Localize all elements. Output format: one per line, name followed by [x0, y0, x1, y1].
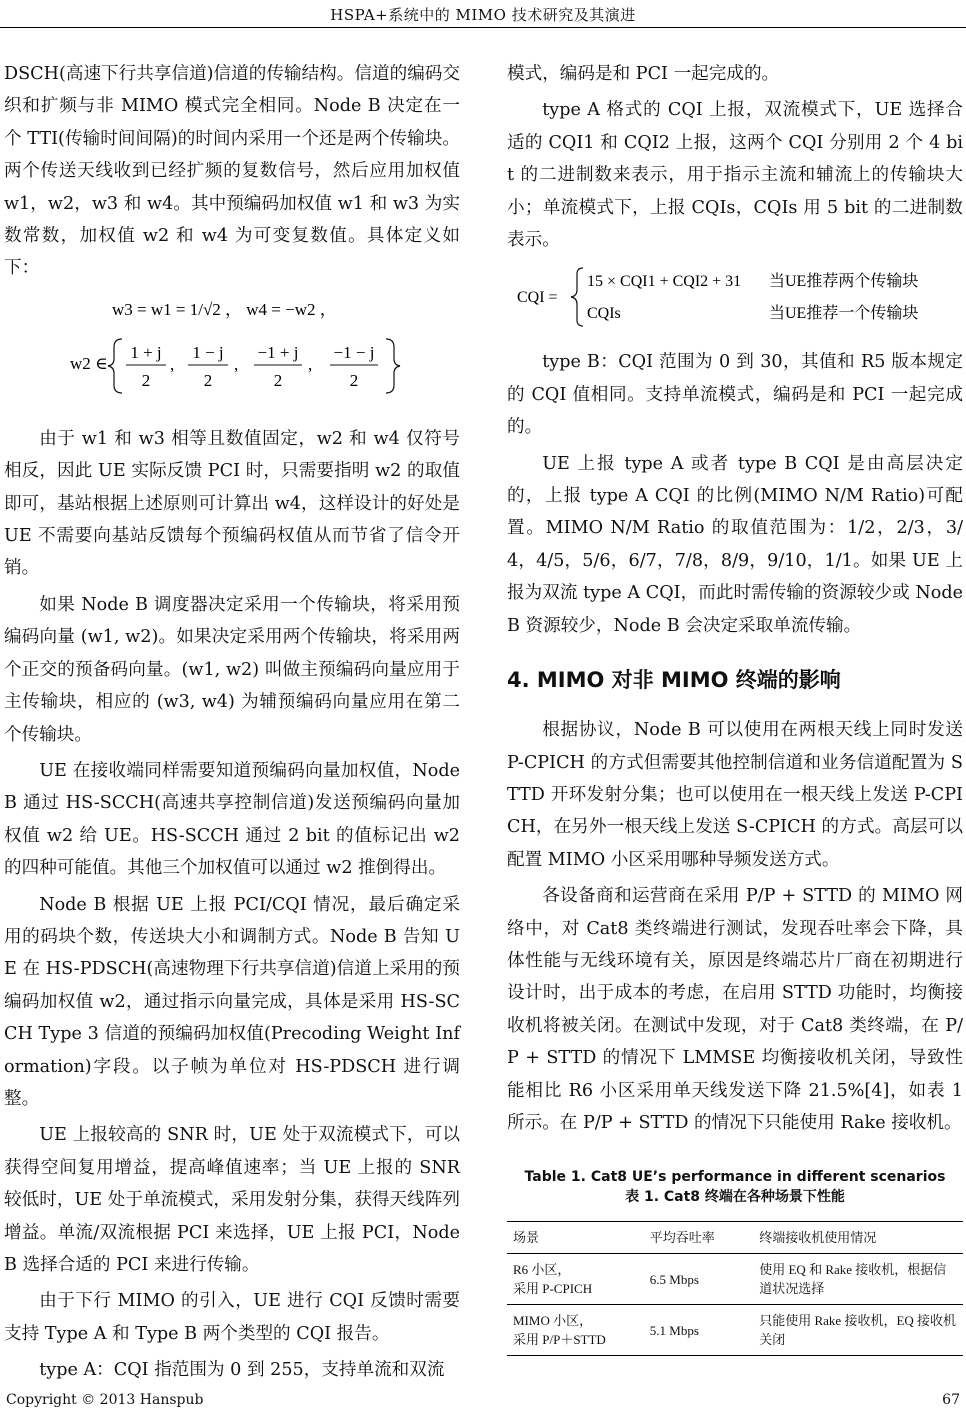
scene-line: 采用 P/P＋STTD: [513, 1332, 606, 1348]
equation-line-1: w3 = w1 = 1/√2 ， w4 = −w2 ，: [112, 299, 337, 319]
table-header-row: [507, 1222, 963, 1254]
fraction-denominator: 2: [141, 370, 151, 390]
fraction: [254, 343, 302, 390]
paragraph: 如果 Node B 调度器决定采用一个传输块，将采用预编码向量 (w1, w2)。如果决定采用两个传输块，将采用两个正交的预备码向量。(w1, w2) 叫做主预编码向量应用于主传输块，相应的 (w3, w4) 为辅预编码向量应用在第二个传输块。: [4, 594, 460, 745]
section-heading: 4. MIMO 对非 MIMO 终端的影响: [507, 668, 841, 693]
copyright-notice: Copyright © 2013 Hanspub: [6, 1392, 204, 1408]
scene-line: MIMO 小区，: [513, 1313, 593, 1329]
paragraph: 根据协议，Node B 可以使用在两根天线上同时发送 P-CPICH 的方式但需要其他控制信道和业务信道配置为 STTD 开环发射分集；也可以使用在一根天线上发送 P-CPICH，在另外一根天线上发送 S-CPICH 的方式。高层可以配置 MIMO 小区采用哪种导频发送方式。: [507, 720, 963, 870]
table-cell-receiver: 只能使用 Rake 接收机，EQ 接收机关闭: [759, 1313, 957, 1348]
cqi-equation: [507, 260, 963, 332]
svg-text:,: ,: [234, 354, 239, 374]
paragraph: UE 上报较高的 SNR 时，UE 处于双流模式下，可以获得空间复用增益，提高峰值速率；当 UE 上报的 SNR 较低时，UE 处于单流模式，采用发射分集，获得天线阵列增益。单流/双流根据 PCI 来选择，UE 上报 PCI，Node B 选择合适的 PCI 来进行传输。: [4, 1125, 460, 1275]
fraction-numerator: −1 + j: [257, 342, 299, 362]
case-expression: CQIs: [587, 305, 621, 323]
left-column: [4, 58, 460, 1391]
running-header: HSPA+系统中的 MIMO 技术研究及其演进: [330, 6, 636, 24]
fraction-numerator: 1 + j: [130, 342, 162, 362]
paragraph: 模式，编码是和 PCI 一起完成的。: [507, 64, 780, 84]
paragraph: type A 格式的 CQI 上报，双流模式下，UE 选择合适的 CQI1 和 CQI2 上报，这两个 CQI 分别用 2 个 4 bit 的二进制数来表示，用于指示主流和辅流上的传输块大小；单流模式下，上报 CQIs，CQIs 用 5 bit 的二进制数表示。: [507, 100, 963, 251]
fraction-denominator: 2: [203, 370, 213, 390]
fraction-denominator: 2: [273, 370, 283, 390]
right-brace: [386, 339, 400, 393]
table-caption: [507, 1167, 963, 1207]
page-number: 67: [942, 1392, 960, 1408]
table-row: [507, 1305, 963, 1356]
equation-lhs: w2 ∈: [70, 353, 108, 373]
paragraph: DSCH(高速下行共享信道)信道的传输结构。信道的编码交织和扩频与非 MIMO 模式完全相同。Node B 决定在一个 TTI(传输时间间隔)的时间内采用一个还是两个传输块。两个传送天线收到已经扩频的复数信号，然后应用加权值 w1，w2，w3 和 w4。其中预编码加权值 w1 和 w3 为实数常数，加权值 w2 和 w4 为可变复数值。具体定义如下：: [4, 64, 460, 279]
paragraph: UE 上报 type A 或者 type B CQI 是由高层决定的，上报 type A CQI 的比例(MIMO N/M Ratio)可配置。MIMO N/M Ratio 的取值范围为：1/2，2/3，3/4，4/5，5/6，6/7，7/8，8/9，9/10，1/1。如果 UE 上报为双流 type A CQI，而此时需传输的资源较少或 Node B 资源较少，Node B 会决定采取单流传输。: [507, 453, 963, 636]
paragraph: 由于 w1 和 w3 相等且数值固定，w2 和 w4 仅符号相反，因此 UE 实际反馈 PCI 时，只需要指明 w2 的取值即可，基站根据上述原则可计算出 w4，这样设计的好处是 UE 不需要向基站反馈每个预编码权值从而节省了信令开销。: [4, 428, 460, 579]
fraction: [188, 343, 228, 390]
weight-equation: [4, 289, 460, 409]
table-cell-receiver: 使用 EQ 和 Rake 接收机，根据信道状况选择: [759, 1262, 947, 1297]
table-cell-throughput: 5.1 Mbps: [649, 1322, 699, 1338]
table-caption-cn: 表 1. Cat8 终端在各种场景下性能: [625, 1189, 845, 1206]
fraction: [330, 343, 378, 390]
table-row: [507, 1254, 963, 1305]
paragraph: Node B 根据 UE 上报 PCI/CQI 情况，最后确定采用的码块个数，传送块大小和调制方式。Node B 告知 UE 在 HS-PDSCH(高速物理下行共享信道)信道上采用的预编码加权值 w2，通过指示向量完成，具体是采用 HS-SCCH Type 3 信道的预编码加权值(Precoding Weight Information)字段。以子帧为单位对 HS-PDSCH 进行调整。: [4, 894, 460, 1109]
column-header: 终端接收机使用情况: [759, 1230, 877, 1246]
svg-text:,: ,: [170, 354, 175, 374]
svg-text:,: ,: [308, 354, 313, 374]
column-header: 场景: [513, 1230, 540, 1246]
case-condition: 当UE推荐一个传输块: [769, 305, 919, 323]
fraction: [126, 343, 166, 390]
paragraph: UE 在接收端同样需要知道预编码向量加权值，Node B 通过 HS-SCCH(高速共享控制信道)发送预编码向量加权值 w2 给 UE。HS-SCCH 通过 2 bit 的值标记出 w2 的四种可能值。其他三个加权值可以通过 w2 推倒得出。: [4, 760, 460, 879]
table-cell-throughput: 6.5 Mbps: [649, 1271, 699, 1287]
fraction-denominator: 2: [349, 370, 359, 390]
equation-lhs: CQI =: [517, 289, 558, 307]
table-caption-en: Table 1. Cat8 UE’s performance in different scenarios: [524, 1169, 946, 1186]
cases-brace: [571, 268, 583, 326]
paragraph: 由于下行 MIMO 的引入，UE 进行 CQI 反馈时需要支持 Type A 和 Type B 两个类型的 CQI 报告。: [4, 1291, 460, 1344]
table-cell-scene: [507, 1254, 644, 1305]
fraction-numerator: −1 − j: [333, 342, 375, 362]
right-column: [507, 58, 963, 1356]
table-cell-scene: [507, 1305, 644, 1356]
performance-table: [507, 1221, 963, 1356]
scene-line: 采用 P-CPICH: [513, 1281, 593, 1297]
paragraph: 各设备商和运营商在采用 P/P + STTD 的 MIMO 网络中，对 Cat8 类终端进行测试，发现吞吐率会下降，具体性能与无线环境有关，原因是终端芯片厂商在初期进行设计时，出于成本的考虑，在启用 STTD 功能时，均衡接收机将被关闭。在测试中发现，对于 Cat8 类终端，在 P/P + STTD 的情况下 LMMSE 均衡接收机关闭，导致性能相比 R6 小区采用单天线发送下降 21.5%[4]，如表 1 所示。在 P/P + STTD 的情况下只能使用 Rake 接收机。: [507, 886, 963, 1133]
case-expression: 15 × CQI1 + CQI2 + 31: [587, 273, 742, 291]
page-footer: [0, 1386, 966, 1414]
left-brace: [108, 339, 122, 393]
case-condition: 当UE推荐两个传输块: [769, 273, 919, 291]
scene-line: R6 小区，: [513, 1262, 571, 1278]
column-header: 平均吞吐率: [649, 1230, 715, 1246]
header-rule: [0, 27, 966, 28]
paragraph: type B：CQI 范围为 0 到 30，其值和 R5 版本规定的 CQI 值相同。支持单流模式，编码是和 PCI 一起完成的。: [507, 352, 963, 438]
paragraph: type A：CQI 指范围为 0 到 255，支持单流和双流: [39, 1360, 445, 1381]
fraction-numerator: 1 − j: [192, 342, 224, 362]
